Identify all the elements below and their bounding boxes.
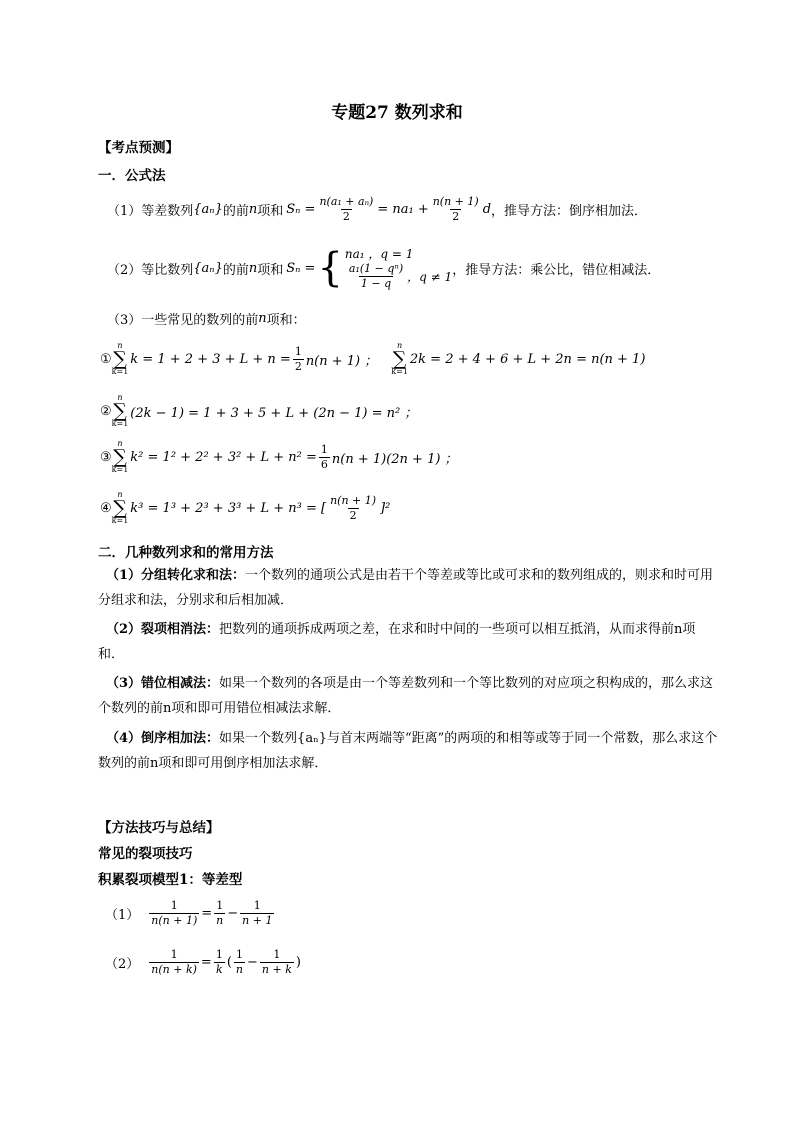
f2-seq: {aₙ} [193,260,223,276]
f2-brace: { [317,245,343,291]
sigma-3: n ∑ k=1 [111,438,129,475]
f1-seq: {aₙ} [193,201,223,217]
f1-d: d [482,201,492,217]
sigma-1b: n ∑ k=1 [391,340,408,377]
f2-tail: ，推导方法：乘公比，错位相减法． [452,262,661,278]
f2-lead: （2）等比数列 [107,262,194,278]
f1-n: n [248,201,258,217]
f1-frac1: $\frac{\text{n(a₁ + aₙ)}}{2}$ [319,194,374,223]
f1-lead: （1）等差数列 [107,203,194,219]
sigma-1: n ∑ k=1 [111,340,129,377]
method-3-paragraph: （3）错位相减法：如果一个数列的各项是由一个等差数列和一个等比数列的对应项之积构成的，那么求这个数列的前n项和即可用错位相减法求解． [98,676,714,716]
sum-formula-2: ② n ∑ k=1 (2k − 1) = 1 + 3 + 5 + L + (2n − 1) = n² ； [100,392,418,429]
f2-case2: $\frac{\text{a₁(1 − qⁿ)}}{1 - q}$ ，q ≠ 1 [348,262,453,290]
sum-formula-1: ① n ∑ k=1 k = 1 + 2 + 3 + L + n = $\frac{1}{2}$ n(n + 1) ； n ∑ k=1 2k = 2 + 4 + 6 + L + 2n = n(n + 1) [100,340,646,377]
formula-arithmetic-sum [107,190,647,228]
f1-mid2: 项和 [257,203,284,219]
f2-cases [345,245,452,291]
section-subheading-methods: 二．几种数列求和的常用方法 [98,545,274,561]
method-4-paragraph: （4）倒序相加法：如果一个数列{aₙ}与首末两端等“距离”的两项的和相等或等于同一个常数，那么求这个数列的前n项和即可用倒序相加法求解． [98,731,718,771]
sum-formula-4: ④ n ∑ k=1 k³ = 1³ + 2³ + 3³ + L + n³ = [ $\frac{n(n + 1)}{2}$ ]² [100,489,391,526]
f1-tail: ，推导方法：倒序相加法． [491,203,648,219]
f1-mid: 的前 [222,203,249,219]
section-heading-techniques: 【方法技巧与总结】 [98,820,220,836]
section-heading-predictions: 【考点预测】 [98,140,179,156]
f2-case1: na₁ ，q = 1 [344,247,414,262]
method-2-paragraph: （2）裂项相消法：把数列的通项拆成两项之差，在求和时中间的一些项可以相互抵消，从而求得前n项和． [98,622,696,662]
f1-eq: = na₁ + [377,201,429,217]
f2-mid2: 项和 [257,262,284,278]
f1-frac2: $\frac{n(n + 1)}{2}$ [432,194,479,223]
formula-common-sums-intro: （3）一些常见的数列的前 n 项和： [107,311,306,328]
subheading-arithmetic-model: 积累裂项模型1：等差型 [98,872,243,888]
section-subheading-formula: 一．公式法 [98,168,166,184]
f2-mid: 的前 [222,262,249,278]
split-formula-2: （2） $\frac{1}{n(n + k)}$ = $\frac{1}{k}$ ( $\frac{1}{n}$ − $\frac{1}{n + k}$ ) [105,947,301,976]
f1-lhs: Sₙ = [286,201,316,217]
method-1-paragraph: （1）分组转化求和法：一个数列的通项公式是由若干个等差或等比或可求和的数列组成的，则求和时可用分组求和法，分别求和后相加减． [98,568,714,608]
page-title: 专题27 数列求和 [331,103,463,123]
formula-geometric-sum [107,240,660,296]
f2-n: n [248,260,258,276]
subheading-split-techniques: 常见的裂项技巧 [98,846,193,862]
f2-lhs: Sₙ = [286,260,316,276]
split-formula-1: （1） $\frac{1}{n(n + 1)}$ = $\frac{1}{n}$ − $\frac{1}{n + 1}$ [105,898,273,927]
sigma-2: n ∑ k=1 [111,392,129,429]
sum-formula-3: ③ n ∑ k=1 k² = 1² + 2² + 3² + L + n² = $\frac{1}{6}$ n(n + 1)(2n + 1) ； [100,438,458,475]
sigma-4: n ∑ k=1 [111,489,129,526]
